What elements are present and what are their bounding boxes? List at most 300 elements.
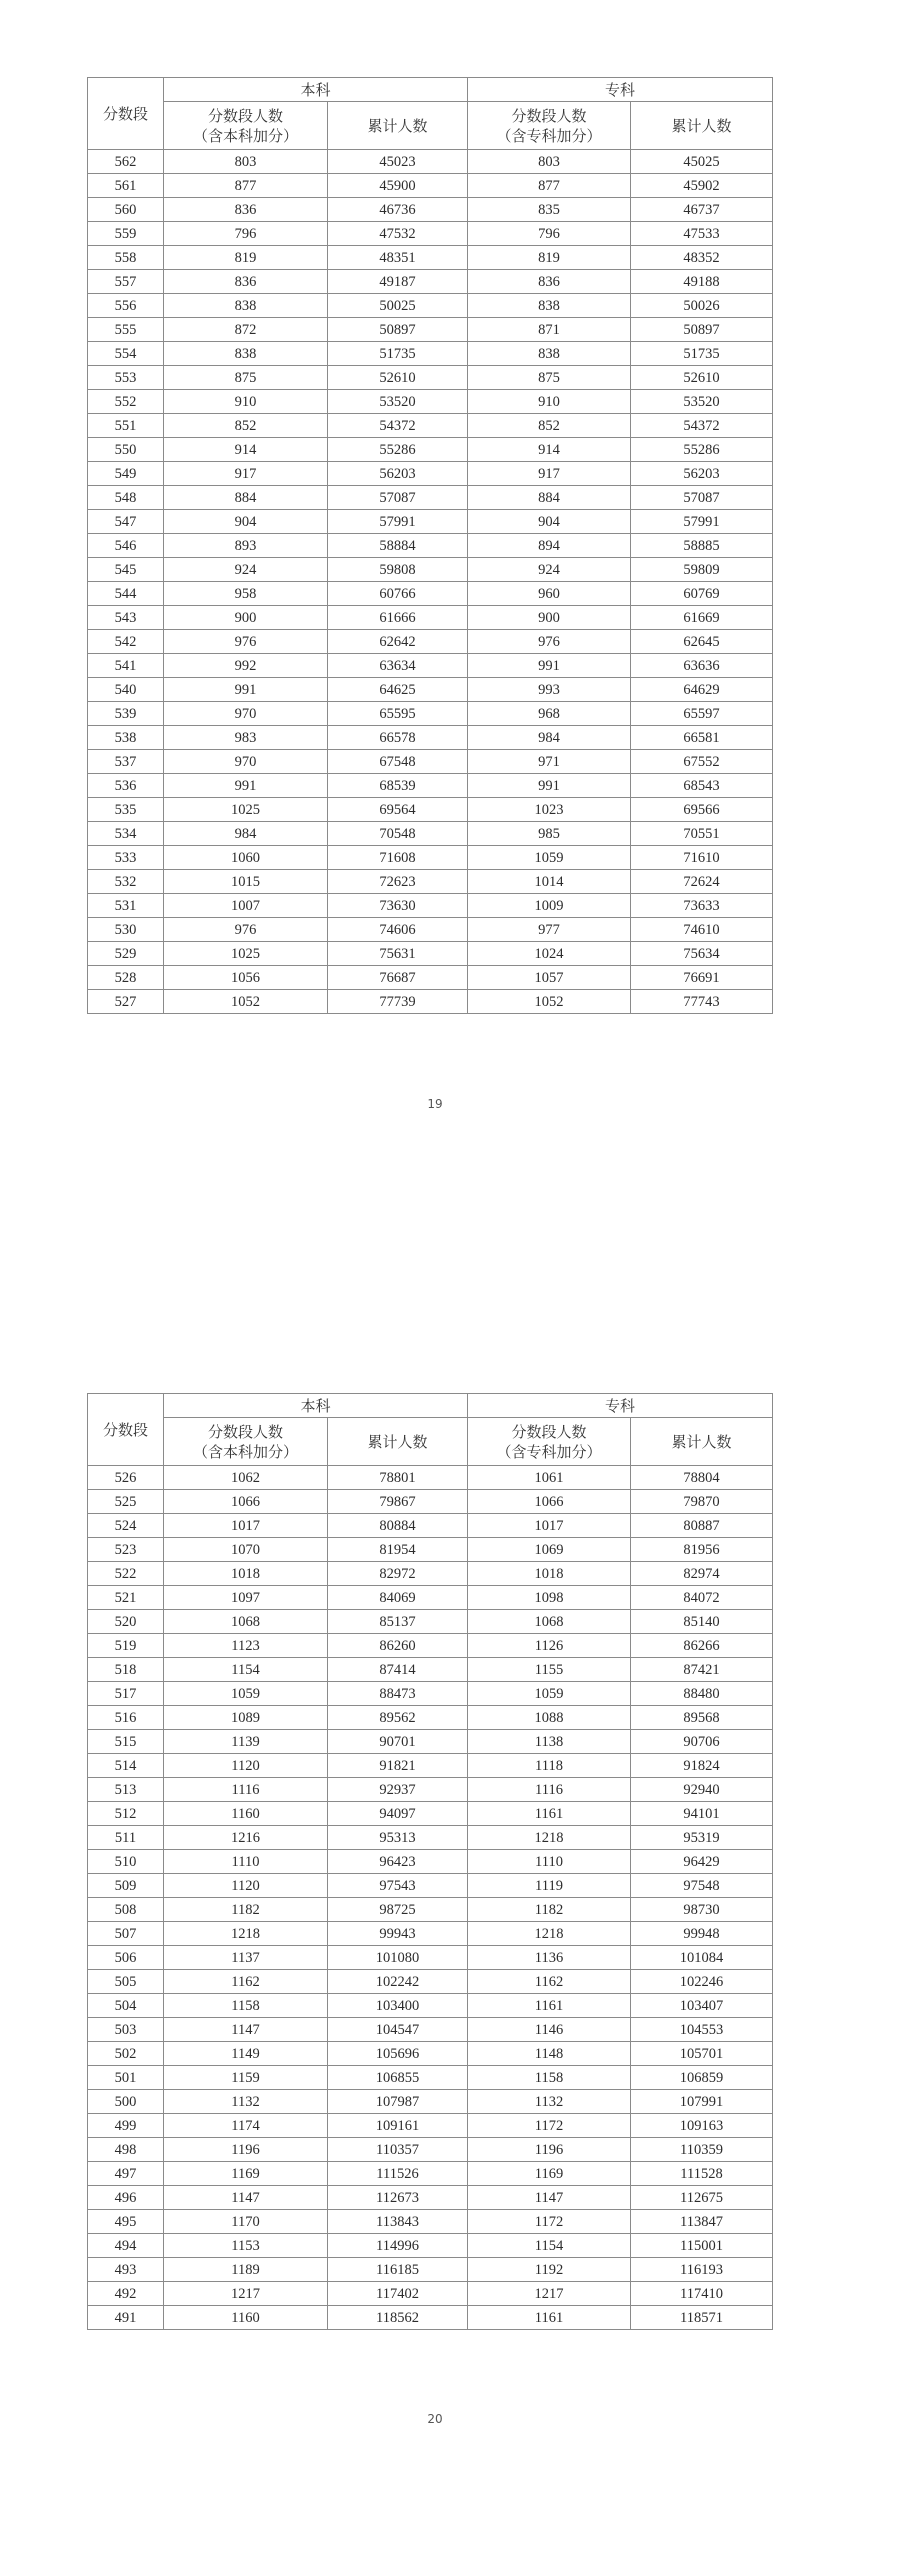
cell-benke-count: 1196 bbox=[164, 2138, 328, 2162]
cell-benke-cumulative: 57087 bbox=[328, 486, 468, 510]
cell-benke-cumulative: 70548 bbox=[328, 822, 468, 846]
cell-zhuanke-cumulative: 71610 bbox=[631, 846, 773, 870]
cell-score: 540 bbox=[88, 678, 164, 702]
cell-zhuanke-count: 960 bbox=[468, 582, 631, 606]
cell-zhuanke-cumulative: 102246 bbox=[631, 1970, 773, 1994]
cell-score: 506 bbox=[88, 1946, 164, 1970]
cell-benke-count: 1182 bbox=[164, 1898, 328, 1922]
page-number: 19 bbox=[427, 1097, 443, 1111]
cell-zhuanke-cumulative: 51735 bbox=[631, 342, 773, 366]
cell-zhuanke-cumulative: 75634 bbox=[631, 942, 773, 966]
header-line: （含专科加分） bbox=[496, 126, 602, 145]
cell-score: 525 bbox=[88, 1490, 164, 1514]
cell-benke-count: 992 bbox=[164, 654, 328, 678]
cell-zhuanke-count: 1017 bbox=[468, 1514, 631, 1538]
cell-benke-count: 1217 bbox=[164, 2282, 328, 2306]
cell-score: 504 bbox=[88, 1994, 164, 2018]
cell-zhuanke-cumulative: 70551 bbox=[631, 822, 773, 846]
cell-zhuanke-cumulative: 50897 bbox=[631, 318, 773, 342]
cell-score: 500 bbox=[88, 2090, 164, 2114]
cell-benke-cumulative: 76687 bbox=[328, 966, 468, 990]
cell-zhuanke-count: 819 bbox=[468, 246, 631, 270]
cell-benke-cumulative: 63634 bbox=[328, 654, 468, 678]
cell-benke-cumulative: 102242 bbox=[328, 1970, 468, 1994]
cell-zhuanke-count: 1018 bbox=[468, 1562, 631, 1586]
cell-score: 528 bbox=[88, 966, 164, 990]
table-row bbox=[88, 726, 773, 750]
cell-benke-cumulative: 45023 bbox=[328, 150, 468, 174]
cell-benke-cumulative: 98725 bbox=[328, 1898, 468, 1922]
cell-zhuanke-cumulative: 107991 bbox=[631, 2090, 773, 2114]
cell-zhuanke-count: 1024 bbox=[468, 942, 631, 966]
table-row bbox=[88, 534, 773, 558]
cell-zhuanke-count: 1169 bbox=[468, 2162, 631, 2186]
cell-zhuanke-count: 1161 bbox=[468, 1802, 631, 1826]
cell-benke-cumulative: 92937 bbox=[328, 1778, 468, 1802]
cell-score: 492 bbox=[88, 2282, 164, 2306]
cell-zhuanke-cumulative: 106859 bbox=[631, 2066, 773, 2090]
cell-zhuanke-count: 838 bbox=[468, 342, 631, 366]
cell-benke-count: 803 bbox=[164, 150, 328, 174]
cell-zhuanke-cumulative: 55286 bbox=[631, 438, 773, 462]
cell-zhuanke-cumulative: 69566 bbox=[631, 798, 773, 822]
cell-score: 559 bbox=[88, 222, 164, 246]
cell-zhuanke-count: 838 bbox=[468, 294, 631, 318]
cell-score: 549 bbox=[88, 462, 164, 486]
cell-zhuanke-cumulative: 45902 bbox=[631, 174, 773, 198]
cell-zhuanke-count: 1068 bbox=[468, 1610, 631, 1634]
table-row bbox=[88, 198, 773, 222]
table-row bbox=[88, 678, 773, 702]
cell-zhuanke-count: 991 bbox=[468, 654, 631, 678]
cell-zhuanke-count: 875 bbox=[468, 366, 631, 390]
table-row bbox=[88, 1946, 773, 1970]
table-row bbox=[88, 942, 773, 966]
cell-zhuanke-cumulative: 116193 bbox=[631, 2258, 773, 2282]
cell-zhuanke-count: 894 bbox=[468, 534, 631, 558]
cell-zhuanke-cumulative: 47533 bbox=[631, 222, 773, 246]
table-row bbox=[88, 2090, 773, 2114]
table-row bbox=[88, 2186, 773, 2210]
cell-score: 556 bbox=[88, 294, 164, 318]
cell-zhuanke-count: 991 bbox=[468, 774, 631, 798]
header-score: 分数段 bbox=[88, 1394, 164, 1466]
cell-benke-cumulative: 80884 bbox=[328, 1514, 468, 1538]
table-row bbox=[88, 1682, 773, 1706]
cell-score: 537 bbox=[88, 750, 164, 774]
table-row bbox=[88, 366, 773, 390]
table-row bbox=[88, 750, 773, 774]
cell-score: 548 bbox=[88, 486, 164, 510]
cell-zhuanke-cumulative: 94101 bbox=[631, 1802, 773, 1826]
cell-score: 560 bbox=[88, 198, 164, 222]
cell-benke-count: 1017 bbox=[164, 1514, 328, 1538]
cell-benke-cumulative: 45900 bbox=[328, 174, 468, 198]
cell-zhuanke-cumulative: 53520 bbox=[631, 390, 773, 414]
cell-zhuanke-cumulative: 67552 bbox=[631, 750, 773, 774]
cell-benke-count: 852 bbox=[164, 414, 328, 438]
cell-benke-count: 1160 bbox=[164, 2306, 328, 2330]
cell-benke-count: 1015 bbox=[164, 870, 328, 894]
cell-benke-count: 836 bbox=[164, 270, 328, 294]
cell-score: 555 bbox=[88, 318, 164, 342]
cell-benke-count: 1159 bbox=[164, 2066, 328, 2090]
cell-benke-count: 1059 bbox=[164, 1682, 328, 1706]
cell-zhuanke-cumulative: 88480 bbox=[631, 1682, 773, 1706]
cell-zhuanke-count: 1218 bbox=[468, 1922, 631, 1946]
cell-benke-count: 914 bbox=[164, 438, 328, 462]
cell-benke-count: 884 bbox=[164, 486, 328, 510]
header-line: （含本科加分） bbox=[192, 1442, 298, 1461]
score-table-page-19 bbox=[87, 77, 773, 1014]
cell-score: 520 bbox=[88, 1610, 164, 1634]
cell-zhuanke-count: 985 bbox=[468, 822, 631, 846]
cell-benke-cumulative: 72623 bbox=[328, 870, 468, 894]
cell-score: 534 bbox=[88, 822, 164, 846]
cell-zhuanke-cumulative: 73633 bbox=[631, 894, 773, 918]
table-row bbox=[88, 774, 773, 798]
cell-score: 507 bbox=[88, 1922, 164, 1946]
cell-benke-cumulative: 46736 bbox=[328, 198, 468, 222]
cell-zhuanke-count: 1110 bbox=[468, 1850, 631, 1874]
cell-zhuanke-cumulative: 84072 bbox=[631, 1586, 773, 1610]
cell-zhuanke-count: 1136 bbox=[468, 1946, 631, 1970]
cell-benke-count: 875 bbox=[164, 366, 328, 390]
cell-zhuanke-count: 1161 bbox=[468, 2306, 631, 2330]
cell-zhuanke-cumulative: 104553 bbox=[631, 2018, 773, 2042]
cell-score: 516 bbox=[88, 1706, 164, 1730]
cell-zhuanke-cumulative: 110359 bbox=[631, 2138, 773, 2162]
cell-score: 495 bbox=[88, 2210, 164, 2234]
cell-score: 546 bbox=[88, 534, 164, 558]
table-row bbox=[88, 342, 773, 366]
cell-score: 513 bbox=[88, 1778, 164, 1802]
table-row bbox=[88, 2018, 773, 2042]
cell-zhuanke-count: 1059 bbox=[468, 846, 631, 870]
page-20 bbox=[0, 1280, 914, 2561]
cell-zhuanke-count: 900 bbox=[468, 606, 631, 630]
cell-benke-cumulative: 86260 bbox=[328, 1634, 468, 1658]
cell-benke-cumulative: 64625 bbox=[328, 678, 468, 702]
cell-zhuanke-count: 1182 bbox=[468, 1898, 631, 1922]
table-row bbox=[88, 1874, 773, 1898]
cell-score: 561 bbox=[88, 174, 164, 198]
cell-benke-cumulative: 79867 bbox=[328, 1490, 468, 1514]
cell-zhuanke-count: 1161 bbox=[468, 1994, 631, 2018]
table-row bbox=[88, 1754, 773, 1778]
table-row bbox=[88, 1490, 773, 1514]
table-row bbox=[88, 486, 773, 510]
cell-zhuanke-cumulative: 87421 bbox=[631, 1658, 773, 1682]
cell-benke-count: 1060 bbox=[164, 846, 328, 870]
cell-zhuanke-cumulative: 99948 bbox=[631, 1922, 773, 1946]
cell-benke-cumulative: 117402 bbox=[328, 2282, 468, 2306]
cell-benke-count: 877 bbox=[164, 174, 328, 198]
cell-zhuanke-cumulative: 52610 bbox=[631, 366, 773, 390]
cell-zhuanke-cumulative: 81956 bbox=[631, 1538, 773, 1562]
cell-benke-cumulative: 88473 bbox=[328, 1682, 468, 1706]
cell-benke-cumulative: 116185 bbox=[328, 2258, 468, 2282]
cell-score: 535 bbox=[88, 798, 164, 822]
cell-zhuanke-count: 971 bbox=[468, 750, 631, 774]
table-row bbox=[88, 2138, 773, 2162]
cell-benke-count: 1097 bbox=[164, 1586, 328, 1610]
header-zhuanke-count bbox=[468, 102, 631, 150]
cell-benke-cumulative: 112673 bbox=[328, 2186, 468, 2210]
cell-benke-cumulative: 54372 bbox=[328, 414, 468, 438]
cell-benke-cumulative: 67548 bbox=[328, 750, 468, 774]
cell-zhuanke-cumulative: 115001 bbox=[631, 2234, 773, 2258]
cell-zhuanke-count: 1052 bbox=[468, 990, 631, 1014]
cell-benke-cumulative: 52610 bbox=[328, 366, 468, 390]
cell-benke-count: 838 bbox=[164, 342, 328, 366]
cell-zhuanke-cumulative: 66581 bbox=[631, 726, 773, 750]
cell-score: 536 bbox=[88, 774, 164, 798]
cell-benke-count: 1153 bbox=[164, 2234, 328, 2258]
cell-zhuanke-count: 1023 bbox=[468, 798, 631, 822]
header-score: 分数段 bbox=[88, 78, 164, 150]
cell-zhuanke-cumulative: 80887 bbox=[631, 1514, 773, 1538]
cell-benke-count: 1174 bbox=[164, 2114, 328, 2138]
cell-score: 517 bbox=[88, 1682, 164, 1706]
cell-zhuanke-cumulative: 96429 bbox=[631, 1850, 773, 1874]
cell-score: 562 bbox=[88, 150, 164, 174]
cell-zhuanke-count: 910 bbox=[468, 390, 631, 414]
cell-benke-count: 1169 bbox=[164, 2162, 328, 2186]
table-row bbox=[88, 294, 773, 318]
cell-benke-cumulative: 95313 bbox=[328, 1826, 468, 1850]
cell-benke-cumulative: 87414 bbox=[328, 1658, 468, 1682]
cell-score: 514 bbox=[88, 1754, 164, 1778]
cell-zhuanke-cumulative: 61669 bbox=[631, 606, 773, 630]
cell-benke-count: 1070 bbox=[164, 1538, 328, 1562]
cell-benke-cumulative: 75631 bbox=[328, 942, 468, 966]
header-benke-cumulative: 累计人数 bbox=[328, 1418, 468, 1466]
cell-benke-cumulative: 118562 bbox=[328, 2306, 468, 2330]
cell-benke-cumulative: 104547 bbox=[328, 2018, 468, 2042]
table-row bbox=[88, 2042, 773, 2066]
page-number: 20 bbox=[427, 2412, 443, 2426]
table-row bbox=[88, 846, 773, 870]
cell-score: 512 bbox=[88, 1802, 164, 1826]
cell-benke-cumulative: 56203 bbox=[328, 462, 468, 486]
cell-zhuanke-count: 914 bbox=[468, 438, 631, 462]
cell-zhuanke-cumulative: 72624 bbox=[631, 870, 773, 894]
cell-score: 531 bbox=[88, 894, 164, 918]
cell-score: 498 bbox=[88, 2138, 164, 2162]
cell-benke-cumulative: 105696 bbox=[328, 2042, 468, 2066]
cell-benke-cumulative: 107987 bbox=[328, 2090, 468, 2114]
table-row bbox=[88, 798, 773, 822]
page-19 bbox=[0, 0, 914, 1280]
cell-zhuanke-count: 1132 bbox=[468, 2090, 631, 2114]
cell-benke-count: 1120 bbox=[164, 1874, 328, 1898]
table-body bbox=[88, 1466, 773, 2330]
cell-zhuanke-cumulative: 62645 bbox=[631, 630, 773, 654]
header-zhuanke-cumulative: 累计人数 bbox=[631, 102, 773, 150]
cell-benke-cumulative: 82972 bbox=[328, 1562, 468, 1586]
cell-benke-cumulative: 96423 bbox=[328, 1850, 468, 1874]
table-row bbox=[88, 510, 773, 534]
cell-zhuanke-count: 1066 bbox=[468, 1490, 631, 1514]
cell-zhuanke-cumulative: 98730 bbox=[631, 1898, 773, 1922]
cell-benke-count: 1025 bbox=[164, 942, 328, 966]
cell-zhuanke-count: 852 bbox=[468, 414, 631, 438]
header-zhuanke: 专科 bbox=[468, 78, 773, 102]
cell-zhuanke-count: 984 bbox=[468, 726, 631, 750]
header-line: 分数段人数 bbox=[511, 1422, 587, 1441]
cell-score: 552 bbox=[88, 390, 164, 414]
cell-score: 493 bbox=[88, 2258, 164, 2282]
cell-zhuanke-cumulative: 101084 bbox=[631, 1946, 773, 1970]
table-row bbox=[88, 2162, 773, 2186]
table-body bbox=[88, 150, 773, 1014]
cell-benke-count: 1149 bbox=[164, 2042, 328, 2066]
cell-benke-count: 1066 bbox=[164, 1490, 328, 1514]
header-benke: 本科 bbox=[164, 1394, 468, 1418]
cell-zhuanke-count: 803 bbox=[468, 150, 631, 174]
cell-score: 557 bbox=[88, 270, 164, 294]
cell-benke-count: 836 bbox=[164, 198, 328, 222]
cell-benke-cumulative: 90701 bbox=[328, 1730, 468, 1754]
cell-score: 510 bbox=[88, 1850, 164, 1874]
cell-benke-count: 1052 bbox=[164, 990, 328, 1014]
cell-zhuanke-count: 1014 bbox=[468, 870, 631, 894]
table-row bbox=[88, 2066, 773, 2090]
cell-benke-cumulative: 114996 bbox=[328, 2234, 468, 2258]
cell-benke-count: 1216 bbox=[164, 1826, 328, 1850]
table-row bbox=[88, 1538, 773, 1562]
cell-benke-cumulative: 110357 bbox=[328, 2138, 468, 2162]
cell-benke-count: 1147 bbox=[164, 2018, 328, 2042]
cell-benke-cumulative: 113843 bbox=[328, 2210, 468, 2234]
table-row bbox=[88, 1922, 773, 1946]
cell-score: 515 bbox=[88, 1730, 164, 1754]
cell-zhuanke-count: 1126 bbox=[468, 1634, 631, 1658]
cell-zhuanke-cumulative: 89568 bbox=[631, 1706, 773, 1730]
cell-benke-count: 1189 bbox=[164, 2258, 328, 2282]
cell-score: 533 bbox=[88, 846, 164, 870]
cell-score: 511 bbox=[88, 1826, 164, 1850]
cell-zhuanke-cumulative: 59809 bbox=[631, 558, 773, 582]
cell-score: 545 bbox=[88, 558, 164, 582]
table-row bbox=[88, 990, 773, 1014]
header-line: 分数段人数 bbox=[207, 106, 283, 125]
cell-zhuanke-cumulative: 49188 bbox=[631, 270, 773, 294]
cell-zhuanke-cumulative: 65597 bbox=[631, 702, 773, 726]
cell-zhuanke-count: 835 bbox=[468, 198, 631, 222]
cell-benke-cumulative: 68539 bbox=[328, 774, 468, 798]
cell-score: 558 bbox=[88, 246, 164, 270]
cell-zhuanke-cumulative: 76691 bbox=[631, 966, 773, 990]
cell-benke-cumulative: 91821 bbox=[328, 1754, 468, 1778]
cell-benke-cumulative: 77739 bbox=[328, 990, 468, 1014]
cell-benke-cumulative: 101080 bbox=[328, 1946, 468, 1970]
cell-zhuanke-cumulative: 54372 bbox=[631, 414, 773, 438]
cell-benke-cumulative: 53520 bbox=[328, 390, 468, 414]
cell-zhuanke-cumulative: 118571 bbox=[631, 2306, 773, 2330]
cell-score: 501 bbox=[88, 2066, 164, 2090]
cell-benke-count: 1116 bbox=[164, 1778, 328, 1802]
cell-zhuanke-count: 917 bbox=[468, 462, 631, 486]
cell-zhuanke-count: 968 bbox=[468, 702, 631, 726]
table-row bbox=[88, 630, 773, 654]
cell-zhuanke-cumulative: 50026 bbox=[631, 294, 773, 318]
table-row bbox=[88, 270, 773, 294]
cell-score: 554 bbox=[88, 342, 164, 366]
cell-zhuanke-count: 993 bbox=[468, 678, 631, 702]
cell-score: 505 bbox=[88, 1970, 164, 1994]
cell-benke-cumulative: 73630 bbox=[328, 894, 468, 918]
table-row bbox=[88, 2306, 773, 2330]
cell-benke-count: 958 bbox=[164, 582, 328, 606]
cell-benke-count: 976 bbox=[164, 918, 328, 942]
cell-benke-cumulative: 89562 bbox=[328, 1706, 468, 1730]
cell-zhuanke-cumulative: 78804 bbox=[631, 1466, 773, 1490]
table-row bbox=[88, 1802, 773, 1826]
cell-score: 509 bbox=[88, 1874, 164, 1898]
cell-benke-cumulative: 65595 bbox=[328, 702, 468, 726]
cell-zhuanke-cumulative: 111528 bbox=[631, 2162, 773, 2186]
cell-benke-cumulative: 71608 bbox=[328, 846, 468, 870]
cell-benke-count: 976 bbox=[164, 630, 328, 654]
cell-benke-cumulative: 57991 bbox=[328, 510, 468, 534]
cell-score: 539 bbox=[88, 702, 164, 726]
cell-benke-count: 872 bbox=[164, 318, 328, 342]
cell-zhuanke-count: 1146 bbox=[468, 2018, 631, 2042]
cell-zhuanke-count: 977 bbox=[468, 918, 631, 942]
cell-benke-count: 970 bbox=[164, 702, 328, 726]
table-row bbox=[88, 1514, 773, 1538]
cell-zhuanke-count: 1155 bbox=[468, 1658, 631, 1682]
cell-zhuanke-cumulative: 74610 bbox=[631, 918, 773, 942]
cell-benke-cumulative: 60766 bbox=[328, 582, 468, 606]
cell-zhuanke-cumulative: 68543 bbox=[631, 774, 773, 798]
cell-benke-cumulative: 94097 bbox=[328, 1802, 468, 1826]
cell-score: 522 bbox=[88, 1562, 164, 1586]
cell-zhuanke-cumulative: 90706 bbox=[631, 1730, 773, 1754]
cell-benke-count: 1218 bbox=[164, 1922, 328, 1946]
cell-zhuanke-count: 1172 bbox=[468, 2114, 631, 2138]
cell-benke-count: 1132 bbox=[164, 2090, 328, 2114]
cell-zhuanke-cumulative: 64629 bbox=[631, 678, 773, 702]
cell-benke-cumulative: 50897 bbox=[328, 318, 468, 342]
cell-score: 550 bbox=[88, 438, 164, 462]
cell-zhuanke-count: 1172 bbox=[468, 2210, 631, 2234]
score-table-page-20 bbox=[87, 1393, 773, 2330]
cell-benke-cumulative: 106855 bbox=[328, 2066, 468, 2090]
cell-score: 544 bbox=[88, 582, 164, 606]
cell-zhuanke-count: 1116 bbox=[468, 1778, 631, 1802]
cell-benke-cumulative: 111526 bbox=[328, 2162, 468, 2186]
cell-benke-count: 1137 bbox=[164, 1946, 328, 1970]
cell-benke-cumulative: 81954 bbox=[328, 1538, 468, 1562]
table-row bbox=[88, 150, 773, 174]
cell-benke-cumulative: 78801 bbox=[328, 1466, 468, 1490]
cell-zhuanke-cumulative: 45025 bbox=[631, 150, 773, 174]
table-row bbox=[88, 894, 773, 918]
cell-benke-count: 1147 bbox=[164, 2186, 328, 2210]
cell-benke-cumulative: 109161 bbox=[328, 2114, 468, 2138]
cell-zhuanke-count: 1119 bbox=[468, 1874, 631, 1898]
cell-zhuanke-count: 1138 bbox=[468, 1730, 631, 1754]
cell-zhuanke-cumulative: 109163 bbox=[631, 2114, 773, 2138]
table-row bbox=[88, 870, 773, 894]
cell-score: 532 bbox=[88, 870, 164, 894]
cell-zhuanke-count: 1069 bbox=[468, 1538, 631, 1562]
header-zhuanke: 专科 bbox=[468, 1394, 773, 1418]
cell-zhuanke-count: 924 bbox=[468, 558, 631, 582]
